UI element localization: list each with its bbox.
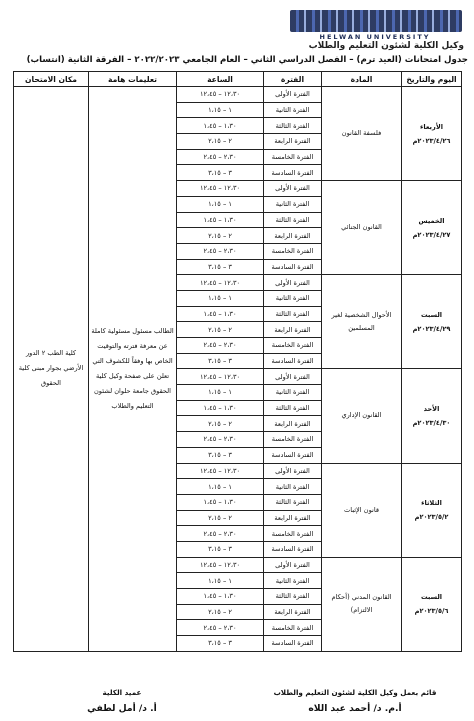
period-cell: الفترة الأولى — [264, 181, 322, 197]
signature-role: عميد الكلية — [102, 688, 142, 697]
time-cell: ١،٣٠ – ١،٤٥ — [177, 212, 264, 228]
exam-schedule-table — [13, 71, 462, 652]
period-cell: الفترة الثالثة — [264, 306, 322, 322]
time-cell: ٣ – ٣،١٥ — [177, 447, 264, 463]
period-cell: الفترة الثانية — [264, 290, 322, 306]
day-name: السبت — [420, 593, 443, 602]
table-row — [14, 87, 462, 103]
time-cell: ١،٣٠ – ١،٤٥ — [177, 306, 264, 322]
period-cell: الفترة الرابعة — [264, 604, 322, 620]
time-cell: ١ – ١،١٥ — [177, 479, 264, 495]
period-cell: الفترة الخامسة — [264, 149, 322, 165]
period-cell: الفترة الثالثة — [264, 494, 322, 510]
signature-name: أ.م. د/ أحمد عبد اللاه — [308, 703, 402, 714]
time-cell: ١،٣٠ – ١،٤٥ — [177, 400, 264, 416]
time-cell: ١٢،٣٠ – ١٢،٤٥ — [177, 557, 264, 573]
exam-date: ٢٠٢٣/٤/٢٦م — [412, 136, 451, 145]
period-cell: الفترة الخامسة — [264, 526, 322, 542]
exam-date: ٢٠٢٣/٥/٦م — [414, 607, 449, 616]
logo-text-en: HELWAN UNIVERSITY — [319, 33, 431, 41]
time-cell: ٢،٣٠ – ٢،٤٥ — [177, 526, 264, 542]
time-cell: ١ – ١،١٥ — [177, 573, 264, 589]
time-cell: ٢ – ٢،١٥ — [177, 510, 264, 526]
time-cell: ٢ – ٢،١٥ — [177, 228, 264, 244]
time-cell: ٣ – ٣،١٥ — [177, 259, 264, 275]
header-day-date: اليوم والتاريخ — [402, 72, 462, 87]
table-body — [14, 87, 462, 652]
time-cell: ٣ – ٣،١٥ — [177, 165, 264, 181]
period-cell: الفترة الثالثة — [264, 589, 322, 605]
period-cell: الفترة السادسة — [264, 259, 322, 275]
time-cell: ٢،٣٠ – ٢،٤٥ — [177, 243, 264, 259]
period-cell: الفترة الأولى — [264, 369, 322, 385]
day-date-cell — [402, 463, 462, 557]
time-cell: ١٢،٣٠ – ١٢،٤٥ — [177, 369, 264, 385]
time-cell: ٢،٣٠ – ٢،٤٥ — [177, 338, 264, 354]
schedule-title: جدول امتحانات (العيد ترم) – الفصل الدراسي الثاني – العام الجامعي ٢٠٢٢/٢٠٢٣ – الفرقة الثانية (انتساب) — [26, 55, 468, 65]
header-place: مكان الامتحان — [14, 72, 89, 87]
day-date-cell — [402, 87, 462, 181]
time-cell: ١،٣٠ – ١،٤٥ — [177, 589, 264, 605]
time-cell: ٢،٣٠ – ٢،٤٥ — [177, 432, 264, 448]
period-cell: الفترة الثانية — [264, 102, 322, 118]
exam-date: ٢٠٢٣/٥/٢م — [414, 513, 449, 522]
time-cell: ١ – ١،١٥ — [177, 290, 264, 306]
time-cell: ١٢،٣٠ – ١٢،٤٥ — [177, 87, 264, 103]
header-time: الساعة — [177, 72, 264, 87]
time-cell: ٢ – ٢،١٥ — [177, 322, 264, 338]
day-name: السبت — [420, 310, 443, 319]
period-cell: الفترة الثالثة — [264, 118, 322, 134]
period-cell: الفترة الأولى — [264, 87, 322, 103]
time-cell: ١ – ١،١٥ — [177, 102, 264, 118]
time-cell: ٢،٣٠ – ٢،٤٥ — [177, 620, 264, 636]
header-subject: المادة — [322, 72, 402, 87]
signature-role: قائم بعمل وكيل الكلية لشئون التعليم والطلاب — [273, 688, 437, 697]
period-cell: الفترة الثالثة — [264, 400, 322, 416]
day-date-cell — [402, 181, 462, 275]
time-cell: ١،٣٠ – ١،٤٥ — [177, 494, 264, 510]
logo-graphic — [290, 10, 462, 32]
time-cell: ٢ – ٢،١٥ — [177, 134, 264, 150]
table-header-row — [14, 72, 462, 87]
day-name: الخميس — [418, 216, 445, 225]
period-cell: الفترة الثانية — [264, 385, 322, 401]
period-cell: الفترة السادسة — [264, 165, 322, 181]
header-notes: تعليمات هامة — [89, 72, 177, 87]
exam-date: ٢٠٢٣/٤/٢٧م — [412, 230, 451, 239]
time-cell: ٢ – ٢،١٥ — [177, 416, 264, 432]
period-cell: الفترة السادسة — [264, 541, 322, 557]
time-cell: ١٢،٣٠ – ١٢،٤٥ — [177, 463, 264, 479]
period-cell: الفترة الأولى — [264, 275, 322, 291]
period-cell: الفترة الثانية — [264, 196, 322, 212]
notes-cell: الطالب مسئول مسئولية كاملة عن معرفة فترته والتوقيت الخاص بها وفقاً للكشوف التي تعلن على صفحة وكيل كلية الحقوق جامعة حلوان لشئون التعليم والطلاب — [89, 87, 177, 652]
period-cell: الفترة الأولى — [264, 557, 322, 573]
time-cell: ١٢،٣٠ – ١٢،٤٥ — [177, 275, 264, 291]
period-cell: الفترة الثانية — [264, 573, 322, 589]
period-cell: الفترة السادسة — [264, 636, 322, 652]
subject-cell: القانون الإداري — [322, 369, 402, 463]
subject-cell: القانون المدني (أحكام الالتزام) — [322, 557, 402, 651]
time-cell: ٢،٣٠ – ٢،٤٥ — [177, 149, 264, 165]
day-name: الأربعاء — [419, 122, 443, 131]
subject-cell: قانون الإثبات — [322, 463, 402, 557]
exam-date: ٢٠٢٣/٤/٢٩م — [412, 324, 451, 333]
exam-date: ٢٠٢٣/٤/٣٠م — [412, 418, 451, 427]
logo-subtitle: وكيل الكلية لشئون التعليم والطلاب — [308, 41, 464, 51]
time-cell: ٣ – ٣،١٥ — [177, 636, 264, 652]
day-date-cell — [402, 369, 462, 463]
university-logo — [270, 2, 466, 50]
header-period: الفترة — [264, 72, 322, 87]
period-cell: الفترة الرابعة — [264, 416, 322, 432]
day-date-cell — [402, 275, 462, 369]
period-cell: الفترة السادسة — [264, 447, 322, 463]
period-cell: الفترة الرابعة — [264, 322, 322, 338]
day-name: الأحد — [423, 404, 440, 413]
period-cell: الفترة الرابعة — [264, 510, 322, 526]
time-cell: ١ – ١،١٥ — [177, 196, 264, 212]
exam-place-cell: كلية الطب ٢ الدور الأرضي بجوار مبنى كلية الحقوق — [14, 87, 89, 652]
time-cell: ١ – ١،١٥ — [177, 385, 264, 401]
signature-vice-dean — [260, 688, 450, 714]
signature-dean — [62, 688, 182, 714]
period-cell: الفترة السادسة — [264, 353, 322, 369]
period-cell: الفترة الخامسة — [264, 432, 322, 448]
period-cell: الفترة الرابعة — [264, 134, 322, 150]
period-cell: الفترة الثانية — [264, 479, 322, 495]
period-cell: الفترة الخامسة — [264, 338, 322, 354]
period-cell: الفترة الأولى — [264, 463, 322, 479]
time-cell: ٣ – ٣،١٥ — [177, 541, 264, 557]
subject-cell: فلسفة القانون — [322, 87, 402, 181]
time-cell: ١،٣٠ – ١،٤٥ — [177, 118, 264, 134]
time-cell: ١٢،٣٠ – ١٢،٤٥ — [177, 181, 264, 197]
day-date-cell — [402, 557, 462, 651]
subject-cell: الأحوال الشخصية لغير المسلمين — [322, 275, 402, 369]
period-cell: الفترة الثالثة — [264, 212, 322, 228]
time-cell: ٣ – ٣،١٥ — [177, 353, 264, 369]
period-cell: الفترة الخامسة — [264, 620, 322, 636]
period-cell: الفترة الرابعة — [264, 228, 322, 244]
day-name: الثلاثاء — [421, 499, 442, 508]
signature-name: أ. د/ أمل لطفي — [87, 703, 157, 714]
period-cell: الفترة الخامسة — [264, 243, 322, 259]
subject-cell: القانون الجنائي — [322, 181, 402, 275]
time-cell: ٢ – ٢،١٥ — [177, 604, 264, 620]
